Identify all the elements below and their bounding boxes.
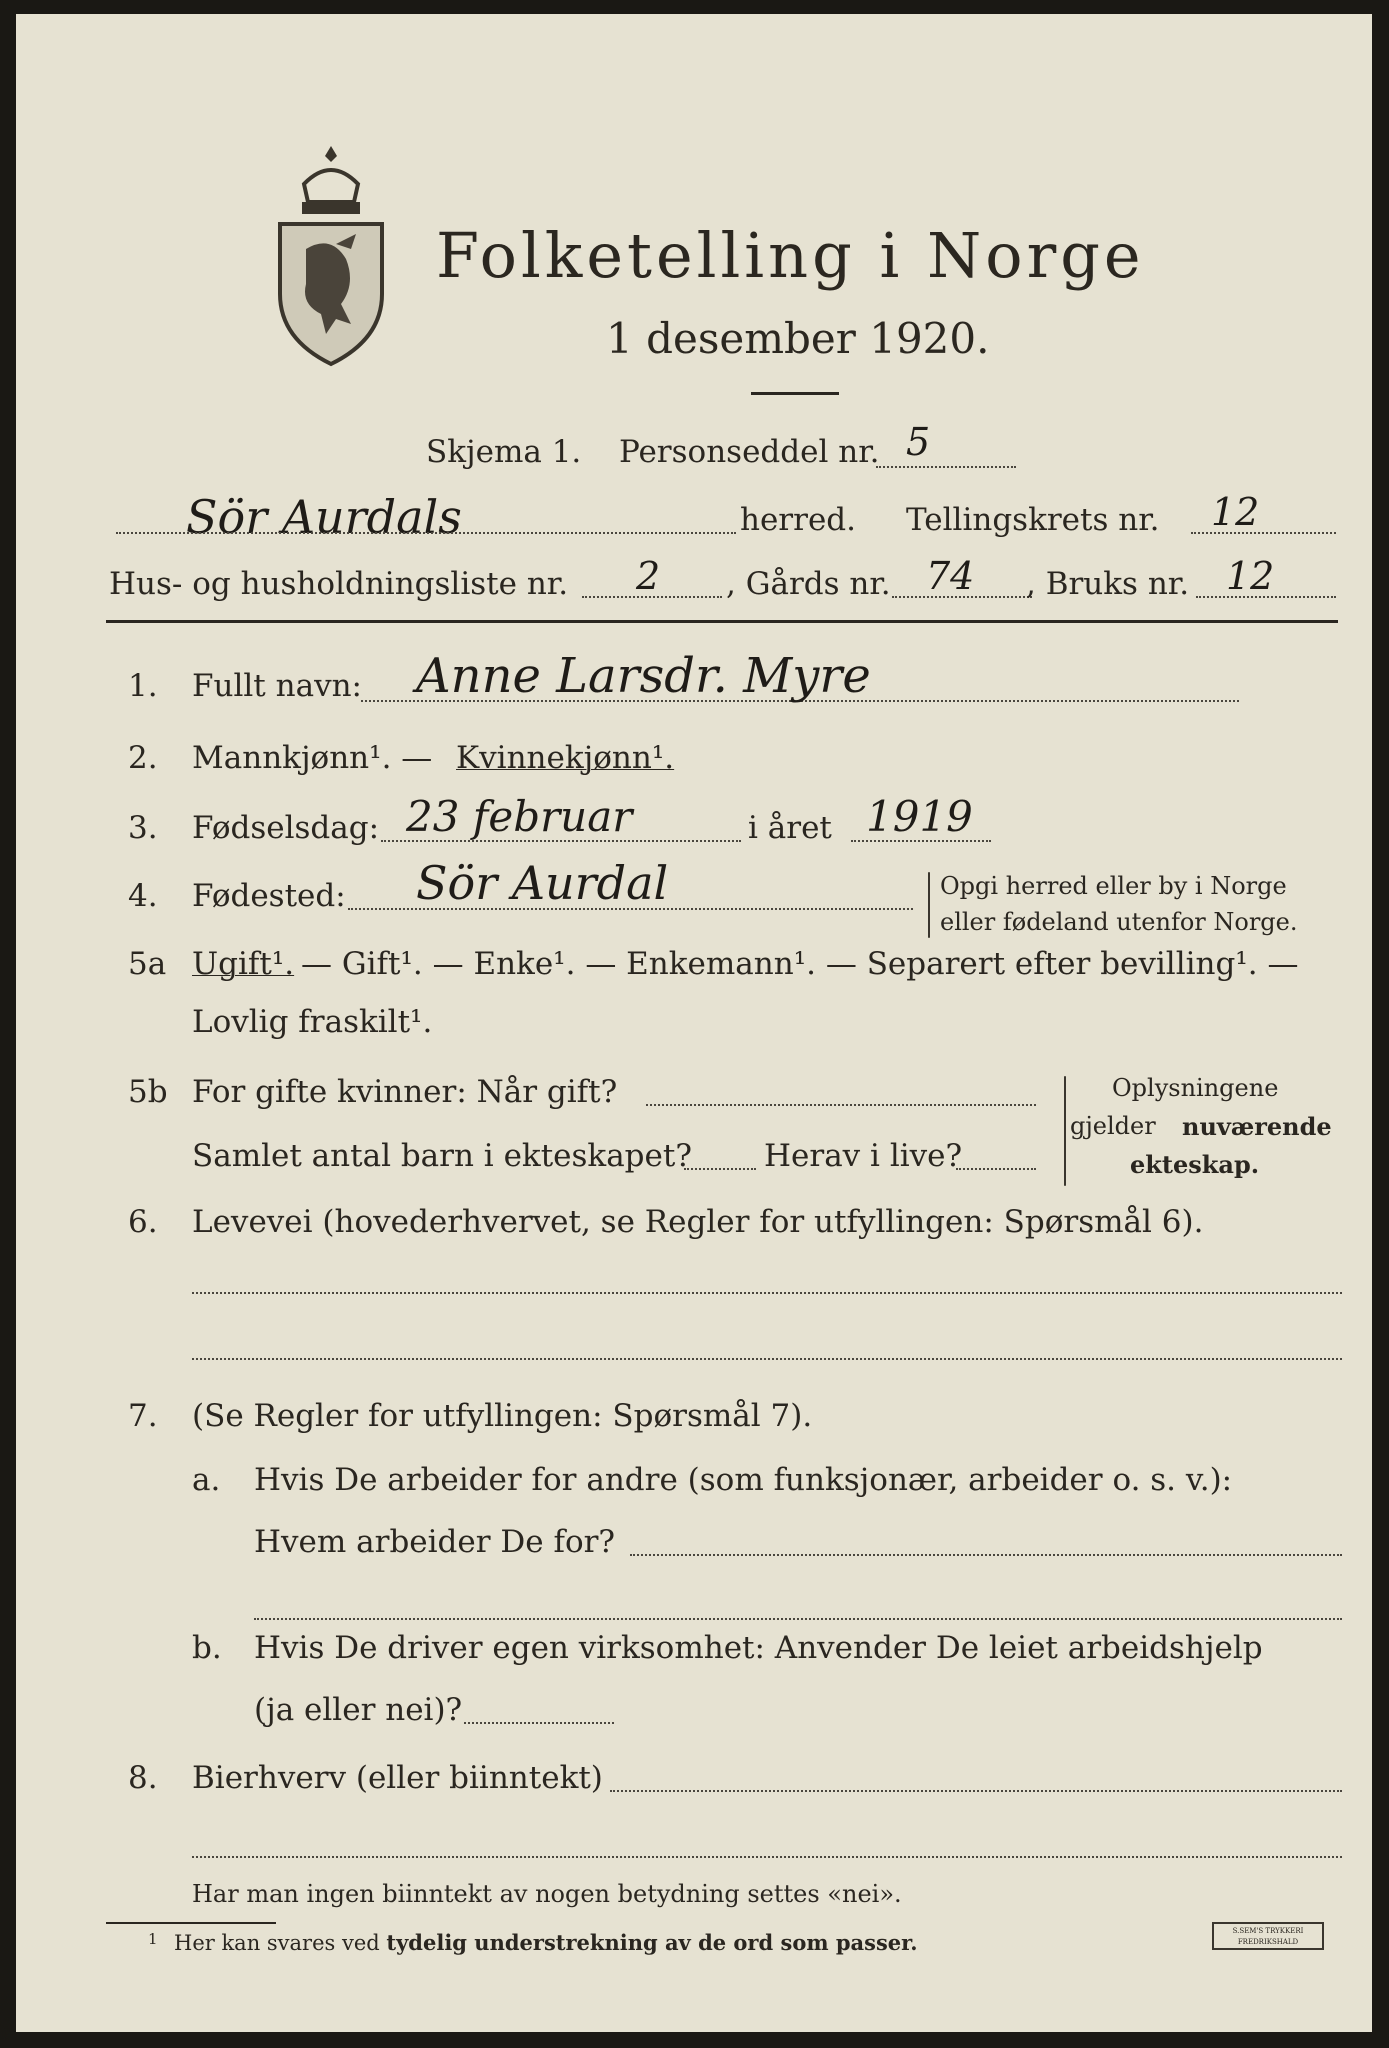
title-divider: [751, 392, 839, 395]
bruks-value: 12: [1226, 554, 1275, 598]
no-income-note: Har man ingen biinntekt av nogen betydning settes «nei».: [192, 1880, 902, 1908]
herred-value: Sör Aurdals: [186, 490, 462, 544]
gards-label: , Gårds nr.: [726, 566, 891, 602]
census-date: 1 desember 1920.: [606, 314, 990, 363]
personseddel-value: 5: [906, 420, 931, 464]
birthplace-value: Sör Aurdal: [416, 856, 669, 910]
footnote-text-bold: tydelig understrekning av de ord som passer.: [386, 1930, 918, 1955]
side-income-field[interactable]: [610, 1790, 1342, 1792]
herred-label: herred.: [740, 502, 856, 538]
q6-label: Levevei (hovederhvervet, se Regler for utfyllingen: Spørsmål 6).: [192, 1204, 1204, 1240]
q3-number: 3.: [128, 810, 158, 846]
marriage-note-brace: [1064, 1076, 1066, 1186]
q6-number: 6.: [128, 1204, 158, 1240]
footnote-text: [174, 1930, 918, 1955]
q7a-letter: a.: [192, 1462, 221, 1498]
hired-help-field[interactable]: [464, 1722, 614, 1724]
marriage-note-line3: ekteskap.: [1130, 1150, 1260, 1179]
coat-of-arms-emblem: [266, 144, 396, 374]
employer-field-2[interactable]: [254, 1618, 1342, 1620]
hus-value: 2: [636, 554, 661, 598]
gards-value: 74: [926, 554, 975, 598]
option-kvinnekjonn[interactable]: Kvinnekjønn¹.: [456, 740, 675, 776]
option-lovlig-fraskilt[interactable]: Lovlig fraskilt¹.: [192, 1004, 433, 1040]
printer-stamp: [1212, 1922, 1324, 1950]
children-label: Samlet antal barn i ekteskapet?: [192, 1138, 692, 1174]
marital-options[interactable]: — Gift¹. — Enke¹. — Enkemann¹. — Separert efter bevilling¹. —: [301, 946, 1299, 982]
hus-label: Hus- og husholdningsliste nr.: [109, 566, 569, 602]
q5b-number: 5b: [128, 1074, 168, 1110]
birth-day-value: 23 februar: [406, 792, 633, 841]
tellingskrets-value: 12: [1211, 490, 1260, 534]
married-when-field[interactable]: [646, 1104, 1036, 1106]
skjema-label: Skjema 1.: [426, 434, 582, 470]
birth-year-value: 1919: [866, 792, 973, 841]
q7a-text: Hvis De arbeider for andre (som funksjonær, arbeider o. s. v.):: [254, 1462, 1233, 1498]
employer-label: Hvem arbeider De for?: [254, 1524, 616, 1560]
q1-label: Fullt navn:: [192, 668, 362, 704]
birthplace-note-brace: [928, 872, 930, 938]
q8-number: 8.: [128, 1760, 158, 1796]
q7-label: (Se Regler for utfyllingen: Spørsmål 7).: [192, 1398, 813, 1434]
footnote-mark: 1: [148, 1930, 158, 1948]
footnote-text-plain: Her kan svares ved: [174, 1931, 380, 1955]
footnote-rule: [106, 1922, 276, 1924]
marriage-note-line2a: gjelder: [1070, 1112, 1156, 1140]
employer-field[interactable]: [630, 1554, 1342, 1556]
q3-label: Fødselsdag:: [192, 810, 380, 846]
census-form: [16, 14, 1372, 2032]
side-income-field-2[interactable]: [192, 1856, 1342, 1858]
hired-help-label: (ja eller nei)?: [254, 1692, 463, 1728]
herred-field[interactable]: [116, 532, 736, 534]
q7b-text: Hvis De driver egen virksomhet: Anvender De leiet arbeidshjelp: [254, 1630, 1263, 1666]
occupation-field-1[interactable]: [192, 1292, 1342, 1294]
bruks-label: , Bruks nr.: [1026, 566, 1190, 602]
birthplace-note-line2: eller fødeland utenfor Norge.: [940, 908, 1298, 936]
children-field[interactable]: [684, 1168, 756, 1170]
q4-number: 4.: [128, 878, 158, 914]
q7-number: 7.: [128, 1398, 158, 1434]
option-ugift[interactable]: Ugift¹.: [192, 946, 295, 982]
tellingskrets-label: Tellingskrets nr.: [906, 502, 1160, 538]
married-when-label: For gifte kvinner: Når gift?: [192, 1074, 618, 1110]
q2-number: 2.: [128, 740, 158, 776]
marriage-note-line2b: nuværende: [1182, 1112, 1332, 1141]
q7b-letter: b.: [192, 1630, 222, 1666]
q4-label: Fødested:: [192, 878, 346, 914]
personseddel-label: Personseddel nr.: [619, 434, 880, 470]
q1-number: 1.: [128, 668, 158, 704]
q5a-number: 5a: [128, 946, 167, 982]
personseddel-field[interactable]: [876, 466, 1016, 468]
printer-stamp-line1: S.SEM'S TRYKKERI: [1232, 1927, 1304, 1935]
q8-label: Bierhverv (eller biinntekt): [192, 1760, 603, 1796]
option-mannkjonn[interactable]: Mannkjønn¹. —: [192, 740, 433, 776]
full-name-value: Anne Larsdr. Myre: [416, 648, 871, 704]
form-title: Folketelling i Norge: [436, 219, 1145, 292]
year-label: i året: [748, 810, 832, 846]
printer-stamp-line2: FREDRIKSHALD: [1237, 1938, 1299, 1946]
occupation-field-2[interactable]: [192, 1358, 1342, 1360]
marriage-note-line1: Oplysningene: [1112, 1074, 1279, 1102]
header-rule: [106, 620, 1338, 623]
living-label: Herav i live?: [764, 1138, 963, 1174]
living-field[interactable]: [956, 1168, 1036, 1170]
birthplace-note-line1: Opgi herred eller by i Norge: [940, 872, 1287, 900]
